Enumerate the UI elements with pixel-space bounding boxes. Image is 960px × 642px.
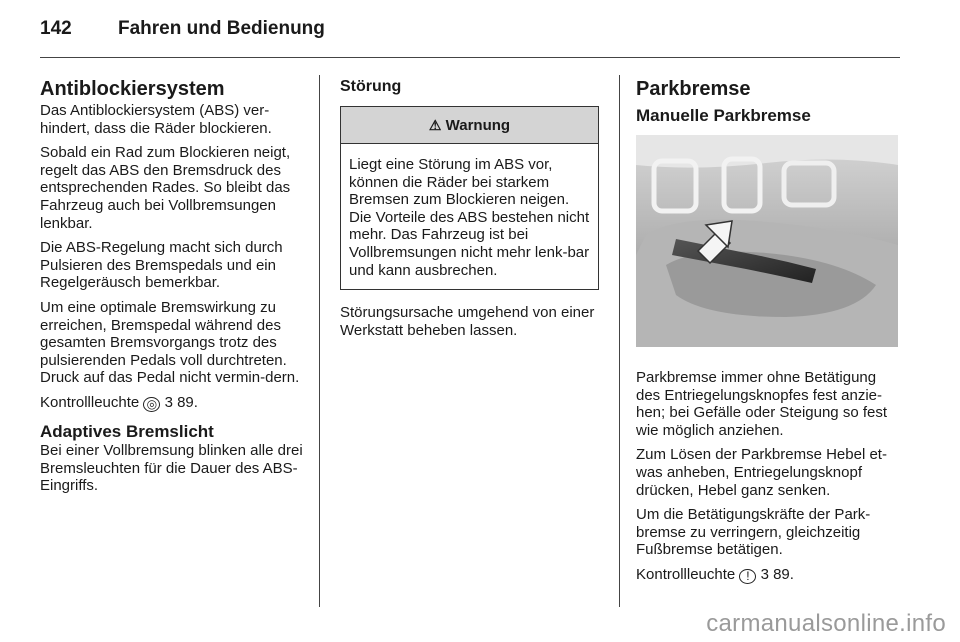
brake-warning-light-icon: ! xyxy=(739,569,756,584)
warning-header xyxy=(341,107,598,144)
column-abs xyxy=(40,78,306,502)
warning-triangle-icon: ⚠ xyxy=(428,117,442,133)
warning-text: Liegt eine Störung im ABS vor, können die Räder bei starkem Bremsen zum Blockieren neigen. Die Vorteile des ABS bestehen nicht mehr. Das Fahrzeug ist bei Vollbremsungen nicht mehr lenk-bar und kann ausbrechen. xyxy=(349,156,590,279)
heading-stoerung: Störung xyxy=(340,78,402,95)
page-header xyxy=(40,18,325,40)
heading-adaptives-bremslicht: Adaptives Bremslicht xyxy=(40,421,214,441)
kontroll-label: Kontrollleuchte xyxy=(636,565,736,583)
paragraph: Parkbremse immer ohne Betätigung des Entriegelungsknopfes fest anzie-hen; bei Gefälle oder Steigung so fest wie möglich anziehen. xyxy=(636,369,888,439)
heading-antiblockiersystem: Antiblockiersystem xyxy=(40,78,225,100)
warning-title: Warnung xyxy=(445,117,511,134)
column-stoerung xyxy=(340,78,606,346)
paragraph: Störungsursache umgehend von einer Werkstatt beheben lassen. xyxy=(340,304,595,339)
column-divider xyxy=(319,75,320,607)
kontrollleuchte-reference xyxy=(40,394,306,412)
paragraph: Um eine optimale Bremswirkung zu erreichen, Bremspedal während des gesamten Bremsvorgangs trotz des pulsierenden Pedals voll durchtreten. Druck auf das Pedal nicht vermin-dern. xyxy=(40,298,300,387)
watermark: carmanualsonline.info xyxy=(706,610,946,637)
header-rule xyxy=(40,57,900,58)
paragraph: Bei einer Vollbremsung blinken alle drei Bremsleuchten für die Dauer des ABS-Eingriffs. xyxy=(40,441,303,495)
paragraph: Das Antiblockiersystem (ABS) ver-hindert, dass die Räder blockieren. xyxy=(40,102,272,137)
paragraph: Zum Lösen der Parkbremse Hebel et-was anheben, Entriegelungsknopf drücken, Hebel ganz senken. xyxy=(636,446,887,499)
page-title: Fahren und Bedienung xyxy=(118,18,325,39)
paragraph: Um die Betätigungskräfte der Park-bremse zu verringern, gleichzeitig Fußbremse betätigen. xyxy=(636,506,871,559)
kontrollleuchte-reference xyxy=(636,566,904,584)
heading-manuelle-parkbremse: Manuelle Parkbremse xyxy=(636,106,811,125)
abs-warning-light-icon: ◎ xyxy=(143,397,160,412)
warning-box xyxy=(340,106,599,290)
kontroll-label: Kontrollleuchte xyxy=(40,393,140,411)
paragraph: Sobald ein Rad zum Blockieren neigt, regelt das ABS den Bremsdruck des entsprechenden Rades. So bleibt das Fahrzeug auch bei Vollbremsungen lenkbar. xyxy=(40,144,291,232)
column-parkbremse xyxy=(636,78,904,591)
heading-parkbremse: Parkbremse xyxy=(636,78,751,100)
page-reference-link[interactable]: 3 89. xyxy=(760,565,794,583)
paragraph: Die ABS-Regelung macht sich durch Pulsieren des Bremspedals und ein Regelgeräusch bemerkbar. xyxy=(40,239,283,292)
column-divider xyxy=(619,75,620,607)
parking-brake-photo xyxy=(636,135,898,347)
page-reference-link[interactable]: 3 89. xyxy=(164,393,198,411)
page-number: 142 xyxy=(40,18,72,39)
